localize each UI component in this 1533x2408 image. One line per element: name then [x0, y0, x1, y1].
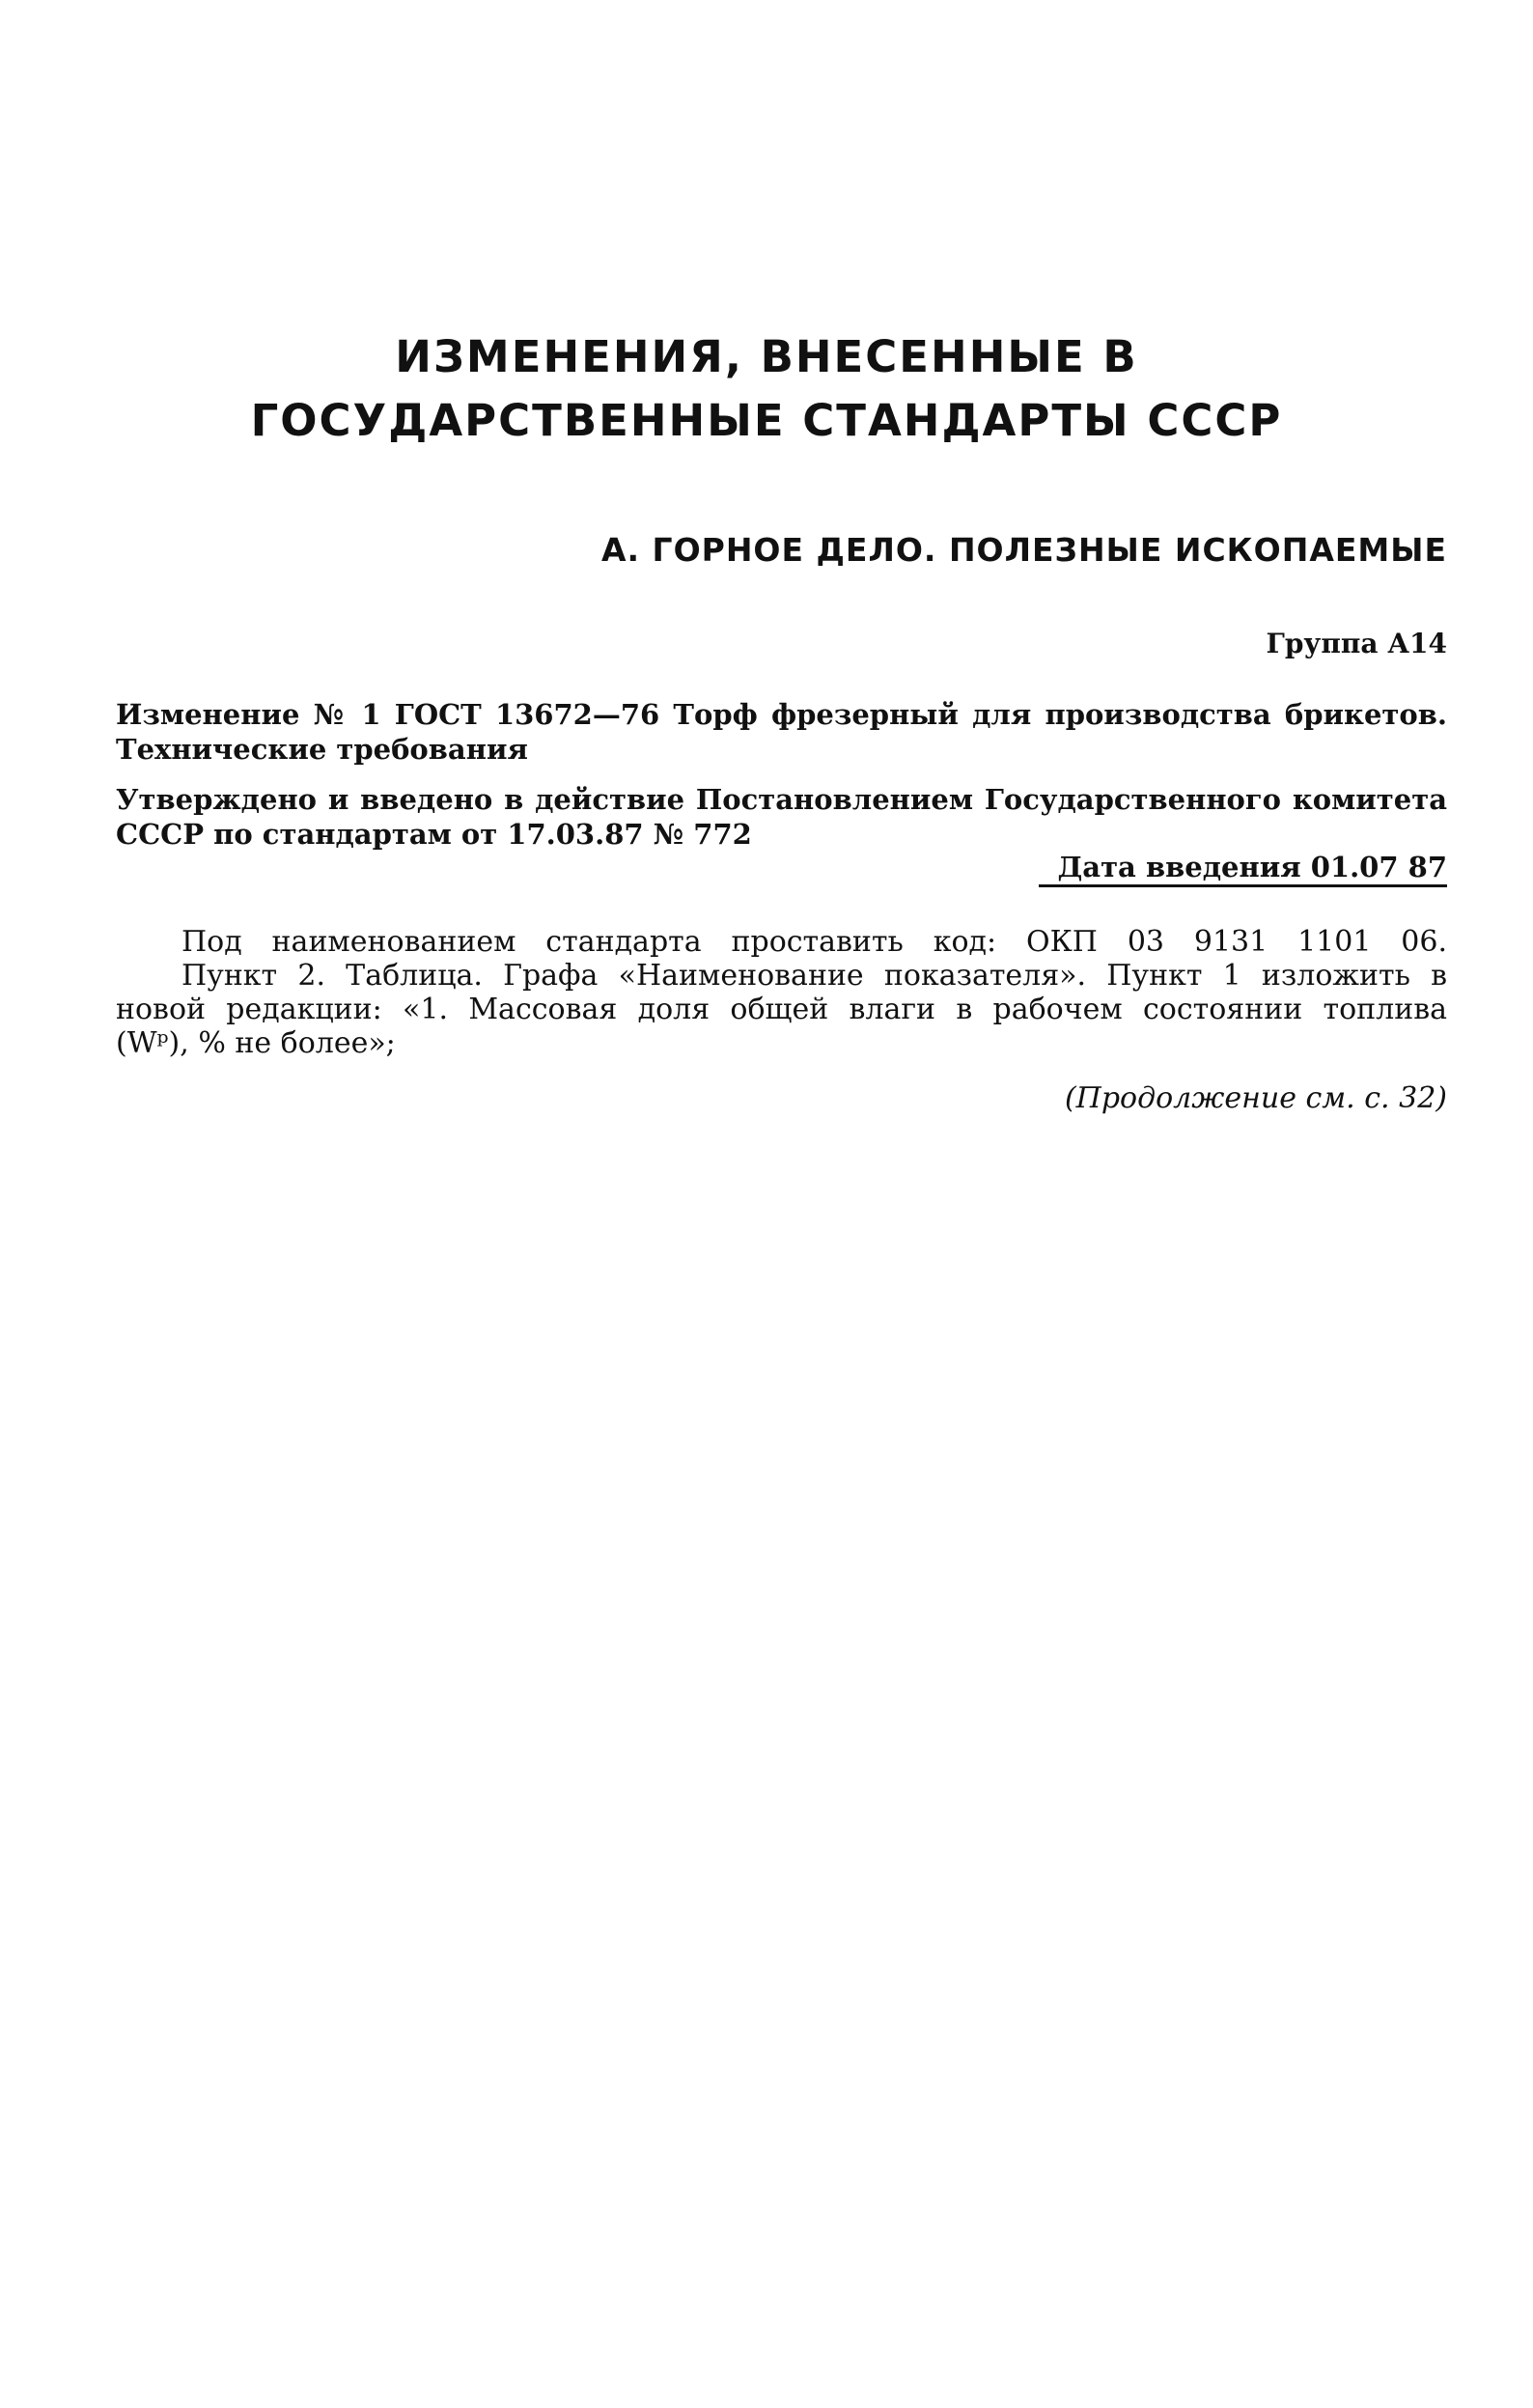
effective-date: Дата введения 01.07 87 — [1039, 850, 1447, 887]
body-paragraph-1: Под наименованием стандарта проставить код: ОКП 03 9131 1101 06. — [181, 925, 1447, 959]
group-label: Группа А14 — [1266, 628, 1447, 659]
body-paragraph-2-line-1: Пункт 2. Таблица. Графа «Наименование показателя». Пункт 1 изложить в — [181, 959, 1447, 993]
amendment-title-line-2: Технические требования — [116, 733, 528, 766]
document-title-line-1: ИЗМЕНЕНИЯ, ВНЕСЕННЫЕ В — [395, 331, 1138, 382]
section-title: А. ГОРНОЕ ДЕЛО. ПОЛЕЗНЫЕ ИСКОПАЕМЫЕ — [600, 531, 1447, 569]
document-title-line-2: ГОСУДАРСТВЕННЫЕ СТАНДАРТЫ СССР — [250, 395, 1283, 446]
amendment-title — [116, 697, 1447, 767]
approval-line-2: СССР по стандартам от 17.03.87 № 772 — [116, 818, 752, 851]
body-paragraph-2-line-3: (Wᵖ), % не более»; — [116, 1026, 396, 1060]
approval-line-1: Утверждено и введено в действие Постановлением Государственного комитета — [116, 783, 1447, 816]
document-title — [0, 325, 1533, 453]
amendment-title-line-1: Изменение № 1 ГОСТ 13672—76 Торф фрезерный для производства брикетов. — [116, 698, 1447, 731]
approval-statement — [116, 782, 1447, 852]
continuation-note: (Продолжение см. с. 32) — [1064, 1081, 1447, 1115]
body-paragraph-2-line-2: новой редакции: «1. Массовая доля общей влаги в рабочем состоянии топлива — [116, 993, 1447, 1026]
amendment-body — [116, 925, 1447, 1060]
